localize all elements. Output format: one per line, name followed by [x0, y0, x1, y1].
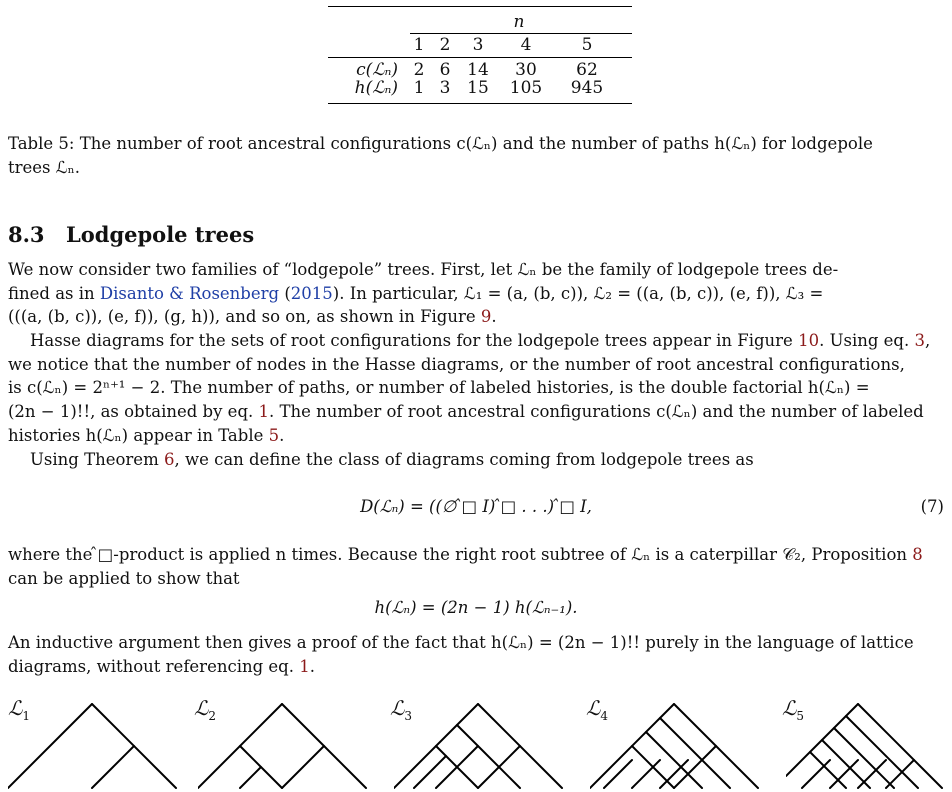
section-number: 8.3 — [8, 222, 45, 247]
tree-label: ℒ$_5$ — [782, 696, 805, 723]
figure-ref-link[interactable]: 10 — [798, 331, 820, 350]
table-5 — [328, 6, 632, 104]
table-col-header: 3 — [472, 35, 484, 55]
tree-label: ℒ$_2$ — [194, 696, 217, 723]
proposition-ref-link[interactable]: 8 — [912, 545, 923, 564]
table-cell: 62 — [576, 60, 598, 80]
table-cell: 15 — [467, 78, 489, 98]
equation-ref-link[interactable]: 1 — [299, 656, 310, 676]
lodgepole-trees-figure — [8, 680, 944, 792]
equation-h-body: h(ℒₙ) = (2n − 1) h(ℒₙ₋₁). — [374, 598, 578, 617]
section-heading — [8, 222, 254, 247]
table-row-label: h(ℒₙ) — [354, 78, 398, 98]
table-cell: 6 — [439, 60, 451, 80]
table-bottom-rule — [328, 103, 632, 104]
table-col-header: 5 — [581, 35, 593, 55]
paragraph-2: Hasse diagrams for the sets of root configurations for the lodgepole trees appear in Figure 10. Using eq. 3, we notice that the number of nodes in the Hasse diagrams, or the number of root ancestral configurations, is c(ℒₙ) = 2ⁿ⁺¹ − 2. The number of paths, or number of labeled histories, is the double factorial h(ℒₙ) = (2n − 1)!!, as obtained by eq. 1. The number of root ancestral configurations c(ℒₙ) and the number of labeled histories h(ℒₙ) appear in Table 5. — [8, 331, 931, 445]
paragraph-1: We now consider two families of “lodgepole” trees. First, let ℒₙ be the family of lodgepole trees de- fined as in Disanto & Rosenberg (2015). In particular, ℒ₁ = (a, (b, c)), ℒ₂ = ((a, (b, c)), (e, f)), ℒ₃ = (((a, (b, c)), (e, f)), (g, h)), and so on, as shown in Figure 9. — [8, 260, 839, 327]
table-col-header: 1 — [413, 35, 425, 55]
paragraph-3: Using Theorem 6, we can define the class of diagrams coming from lodgepole trees as — [30, 450, 754, 469]
tree-label: ℒ$_1$ — [8, 696, 31, 723]
table-n-header: n — [513, 12, 525, 32]
tree-l2-diagram — [198, 680, 378, 792]
table-row — [328, 58, 632, 79]
equation-7-tag: (7) — [920, 497, 944, 516]
paragraph-5: An inductive argument then gives a proof of the fact that h(ℒₙ) = (2n − 1)!! purely in the language of lattice diagrams, without referencing eq. 1. — [8, 633, 914, 676]
table-row-label: c(ℒₙ) — [356, 60, 398, 80]
table-cell: 30 — [515, 60, 537, 80]
table-column-header-row — [328, 34, 632, 54]
table-row — [328, 79, 632, 103]
table-cell: 3 — [439, 78, 451, 98]
citation-year-link[interactable]: 2015 — [290, 283, 333, 303]
tree-l1-diagram — [8, 680, 188, 792]
tree-l5-diagram — [786, 680, 944, 792]
section-title: Lodgepole trees — [66, 222, 255, 247]
table-cell: 945 — [570, 78, 604, 98]
table-cell: 105 — [509, 78, 543, 98]
tree-label: ℒ$_4$ — [586, 696, 609, 723]
paper-page — [8, 0, 944, 792]
equation-ref-link[interactable]: 1 — [258, 402, 269, 422]
equation-ref-link[interactable]: 3 — [914, 331, 925, 350]
figure-ref-link[interactable]: 9 — [480, 307, 492, 327]
table-ref-link[interactable]: 5 — [268, 425, 280, 445]
table-cell: 1 — [413, 78, 425, 98]
table-col-header: 2 — [439, 35, 451, 55]
table-caption: Table 5: The number of root ancestral configurations c(ℒₙ) and the number of paths h(ℒₙ) for lodgepole trees ℒₙ. — [8, 134, 873, 177]
table-cell: 14 — [467, 60, 489, 80]
table-col-header: 4 — [520, 35, 532, 55]
tree-l3-diagram — [394, 680, 574, 792]
citation-link[interactable]: Disanto & Rosenberg — [99, 283, 280, 303]
table-cell: 2 — [413, 60, 425, 80]
tree-l4-diagram — [590, 680, 770, 792]
theorem-ref-link[interactable]: 6 — [163, 450, 175, 469]
tree-label: ℒ$_3$ — [390, 696, 413, 723]
table-n-header-row — [328, 7, 632, 33]
equation-7-body: D(ℒₙ) = ((∅ ̂□ I) ̂□ . . .) ̂□ I, — [360, 497, 592, 516]
paragraph-4: where the ̂□-product is applied n times. Because the right root subtree of ℒₙ is a caterpillar 𝒞₂, Proposition 8 can be applied to show that — [8, 545, 923, 588]
